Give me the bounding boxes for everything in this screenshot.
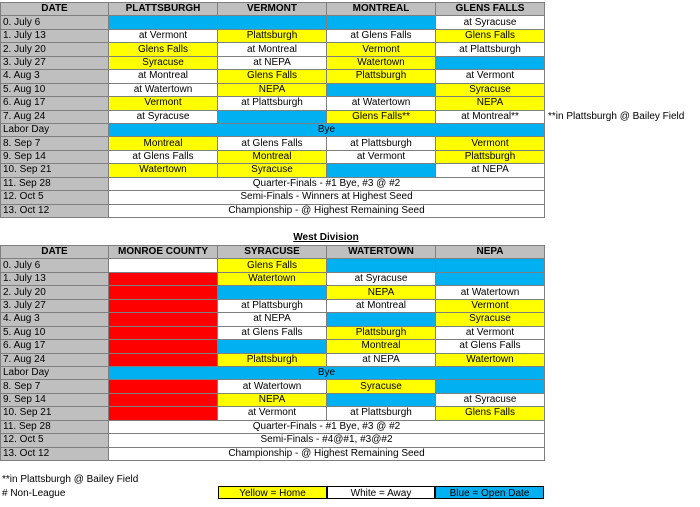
note-cell <box>545 434 700 447</box>
date-cell: 0. July 6 <box>1 259 109 272</box>
table-row <box>1 16 700 29</box>
note-cell <box>545 137 700 150</box>
game-cell: at Montreal <box>218 43 327 56</box>
game-cell <box>218 340 327 353</box>
game-cell: Plattsburgh <box>327 70 436 83</box>
table-row <box>1 272 700 285</box>
game-cell: Glens Falls <box>109 43 218 56</box>
note-cell <box>545 204 700 217</box>
date-cell: 6. Aug 17 <box>1 340 109 353</box>
game-cell: Syracuse <box>109 56 218 69</box>
table-row <box>1 29 700 42</box>
span-cell: Bye <box>109 123 545 136</box>
date-cell: Labor Day <box>1 123 109 136</box>
table-row <box>1 204 700 217</box>
note-cell <box>545 340 700 353</box>
header-row <box>1 3 700 16</box>
note-cell <box>545 191 700 204</box>
game-cell: Vermont <box>327 43 436 56</box>
table-row <box>1 56 700 69</box>
game-cell <box>218 110 327 123</box>
game-cell: Syracuse <box>218 164 327 177</box>
table-row <box>1 340 700 353</box>
game-cell: at Vermont <box>327 150 436 163</box>
blank-cell <box>545 3 700 16</box>
note-cell <box>545 70 700 83</box>
game-cell <box>327 313 436 326</box>
note-cell <box>545 407 700 420</box>
game-cell: Plattsburgh <box>327 326 436 339</box>
game-cell: Watertown <box>109 164 218 177</box>
game-cell <box>109 380 218 393</box>
game-cell: Glens Falls** <box>327 110 436 123</box>
table-row <box>1 150 700 163</box>
table-row <box>1 366 700 379</box>
column-header: GLENS FALLS <box>436 3 545 16</box>
note-cell <box>545 16 700 29</box>
date-cell: 2. July 20 <box>1 286 109 299</box>
table-row <box>1 286 700 299</box>
game-cell: at Watertown <box>109 83 218 96</box>
game-cell: at NEPA <box>218 56 327 69</box>
table-row <box>1 83 700 96</box>
header-row <box>1 246 700 259</box>
game-cell <box>109 326 218 339</box>
note-cell <box>545 29 700 42</box>
game-cell <box>218 16 327 29</box>
date-cell: 1. July 13 <box>1 29 109 42</box>
span-cell: Quarter-Finals - #1 Bye, #3 @ #2 <box>109 420 545 433</box>
note-cell <box>545 272 700 285</box>
game-cell: Plattsburgh <box>218 29 327 42</box>
table-row <box>1 353 700 366</box>
game-cell: at Syracuse <box>436 393 545 406</box>
column-header: SYRACUSE <box>218 246 327 259</box>
column-header: WATERTOWN <box>327 246 436 259</box>
game-cell: at Montreal** <box>436 110 545 123</box>
column-header: DATE <box>1 3 109 16</box>
date-cell: 13. Oct 12 <box>1 447 109 460</box>
game-cell: at Vermont <box>218 407 327 420</box>
game-cell <box>109 259 218 272</box>
game-cell: at NEPA <box>436 164 545 177</box>
note-cell <box>545 123 700 136</box>
column-header: VERMONT <box>218 3 327 16</box>
column-header: DATE <box>1 246 109 259</box>
game-cell: Vermont <box>436 137 545 150</box>
game-cell <box>327 83 436 96</box>
date-cell: 7. Aug 24 <box>1 353 109 366</box>
date-cell: 3. July 27 <box>1 299 109 312</box>
date-cell: 13. Oct 12 <box>1 204 109 217</box>
note-cell <box>545 164 700 177</box>
game-cell: at Plattsburgh <box>327 407 436 420</box>
span-cell: Semi-Finals - Winners at Highest Seed <box>109 191 545 204</box>
east-division-table <box>0 2 700 218</box>
column-header: NEPA <box>436 246 545 259</box>
game-cell <box>109 313 218 326</box>
game-cell: at Glens Falls <box>218 326 327 339</box>
game-cell: at Watertown <box>218 380 327 393</box>
game-cell <box>109 299 218 312</box>
game-cell <box>327 259 436 272</box>
game-cell: NEPA <box>436 97 545 110</box>
legend-away: White = Away <box>327 486 435 499</box>
note-cell <box>545 150 700 163</box>
game-cell: at NEPA <box>218 313 327 326</box>
date-cell: 6. Aug 17 <box>1 97 109 110</box>
game-cell: at Syracuse <box>436 16 545 29</box>
span-cell: Bye <box>109 366 545 379</box>
game-cell: at Syracuse <box>327 272 436 285</box>
span-cell: Championship - @ Highest Remaining Seed <box>109 447 545 460</box>
table-row <box>1 177 700 190</box>
table-row <box>1 299 700 312</box>
game-cell: Montreal <box>109 137 218 150</box>
game-cell <box>436 56 545 69</box>
table-row <box>1 191 700 204</box>
table-row <box>1 447 700 460</box>
note-cell <box>545 83 700 96</box>
legend-home: Yellow = Home <box>218 486 327 499</box>
table-row <box>1 434 700 447</box>
date-cell: 8. Sep 7 <box>1 137 109 150</box>
game-cell: Plattsburgh <box>218 353 327 366</box>
game-cell: at Plattsburgh <box>436 43 545 56</box>
game-cell: Syracuse <box>436 83 545 96</box>
note-cell <box>545 353 700 366</box>
game-cell: at Plattsburgh <box>218 97 327 110</box>
footnote-bailey-field: **in Plattsburgh @ Bailey Field <box>2 474 139 485</box>
note-cell <box>545 447 700 460</box>
game-cell: NEPA <box>327 286 436 299</box>
game-cell: at Glens Falls <box>218 137 327 150</box>
game-cell: NEPA <box>218 83 327 96</box>
footnote-non-league: # Non-League <box>2 488 66 499</box>
game-cell: Montreal <box>327 340 436 353</box>
legend-open-date: Blue = Open Date <box>435 486 544 499</box>
note-cell: **in Plattsburgh @ Bailey Field <box>545 110 700 123</box>
date-cell: 5. Aug 10 <box>1 326 109 339</box>
game-cell: at Montreal <box>327 299 436 312</box>
date-cell: 3. July 27 <box>1 56 109 69</box>
game-cell: Vermont <box>436 299 545 312</box>
note-cell <box>545 366 700 379</box>
note-cell <box>545 56 700 69</box>
date-cell: 12. Oct 5 <box>1 434 109 447</box>
game-cell: at NEPA <box>327 353 436 366</box>
note-cell <box>545 380 700 393</box>
game-cell: at Vermont <box>436 326 545 339</box>
table-row <box>1 164 700 177</box>
date-cell: 0. July 6 <box>1 16 109 29</box>
date-cell: 10. Sep 21 <box>1 407 109 420</box>
date-cell: Labor Day <box>1 366 109 379</box>
note-cell <box>545 259 700 272</box>
game-cell: Glens Falls <box>436 29 545 42</box>
game-cell: at Glens Falls <box>327 29 436 42</box>
date-cell: 7. Aug 24 <box>1 110 109 123</box>
span-cell: Championship - @ Highest Remaining Seed <box>109 204 545 217</box>
note-cell <box>545 313 700 326</box>
game-cell <box>327 16 436 29</box>
column-header: PLATTSBURGH <box>109 3 218 16</box>
date-cell: 12. Oct 5 <box>1 191 109 204</box>
game-cell <box>327 393 436 406</box>
game-cell <box>327 164 436 177</box>
game-cell <box>218 286 327 299</box>
note-cell <box>545 43 700 56</box>
game-cell: at Plattsburgh <box>327 137 436 150</box>
game-cell: Watertown <box>218 272 327 285</box>
note-cell <box>545 177 700 190</box>
table-row <box>1 313 700 326</box>
span-cell: Quarter-Finals - #1 Bye, #3 @ #2 <box>109 177 545 190</box>
game-cell: at Vermont <box>109 29 218 42</box>
table-row <box>1 326 700 339</box>
game-cell <box>109 286 218 299</box>
note-cell <box>545 299 700 312</box>
game-cell: at Syracuse <box>109 110 218 123</box>
game-cell <box>109 393 218 406</box>
date-cell: 9. Sep 14 <box>1 393 109 406</box>
west-division-title: West Division <box>293 232 359 243</box>
game-cell <box>109 340 218 353</box>
date-cell: 9. Sep 14 <box>1 150 109 163</box>
blank-cell <box>545 246 700 259</box>
game-cell: at Glens Falls <box>436 340 545 353</box>
table-row <box>1 420 700 433</box>
game-cell: at Montreal <box>109 70 218 83</box>
game-cell <box>109 16 218 29</box>
game-cell: at Watertown <box>436 286 545 299</box>
table-row <box>1 393 700 406</box>
column-header: MONTREAL <box>327 3 436 16</box>
date-cell: 1. July 13 <box>1 272 109 285</box>
date-cell: 11. Sep 28 <box>1 420 109 433</box>
table-row <box>1 259 700 272</box>
date-cell: 10. Sep 21 <box>1 164 109 177</box>
date-cell: 11. Sep 28 <box>1 177 109 190</box>
note-cell <box>545 97 700 110</box>
table-row <box>1 123 700 136</box>
game-cell: at Vermont <box>436 70 545 83</box>
table-row <box>1 70 700 83</box>
west-division-table <box>0 245 700 461</box>
game-cell: at Watertown <box>327 97 436 110</box>
game-cell: Glens Falls <box>218 259 327 272</box>
table-row <box>1 137 700 150</box>
note-cell <box>545 393 700 406</box>
span-cell: Semi-Finals - #4@#1, #3@#2 <box>109 434 545 447</box>
game-cell: NEPA <box>218 393 327 406</box>
game-cell: Syracuse <box>436 313 545 326</box>
date-cell: 4. Aug 3 <box>1 70 109 83</box>
table-row <box>1 43 700 56</box>
game-cell: Watertown <box>327 56 436 69</box>
game-cell: Plattsburgh <box>436 150 545 163</box>
game-cell <box>436 380 545 393</box>
date-cell: 4. Aug 3 <box>1 313 109 326</box>
date-cell: 2. July 20 <box>1 43 109 56</box>
game-cell: Watertown <box>436 353 545 366</box>
note-cell <box>545 420 700 433</box>
game-cell <box>109 407 218 420</box>
note-cell <box>545 286 700 299</box>
table-row <box>1 97 700 110</box>
game-cell <box>436 272 545 285</box>
game-cell <box>109 353 218 366</box>
game-cell: Glens Falls <box>218 70 327 83</box>
game-cell: Glens Falls <box>436 407 545 420</box>
game-cell: Vermont <box>109 97 218 110</box>
note-cell <box>545 326 700 339</box>
column-header: MONROE COUNTY <box>109 246 218 259</box>
game-cell: Syracuse <box>327 380 436 393</box>
table-row <box>1 380 700 393</box>
game-cell: Montreal <box>218 150 327 163</box>
game-cell: at Plattsburgh <box>218 299 327 312</box>
game-cell <box>109 272 218 285</box>
game-cell: at Glens Falls <box>109 150 218 163</box>
table-row <box>1 110 700 123</box>
game-cell <box>436 259 545 272</box>
date-cell: 8. Sep 7 <box>1 380 109 393</box>
date-cell: 5. Aug 10 <box>1 83 109 96</box>
table-row <box>1 407 700 420</box>
